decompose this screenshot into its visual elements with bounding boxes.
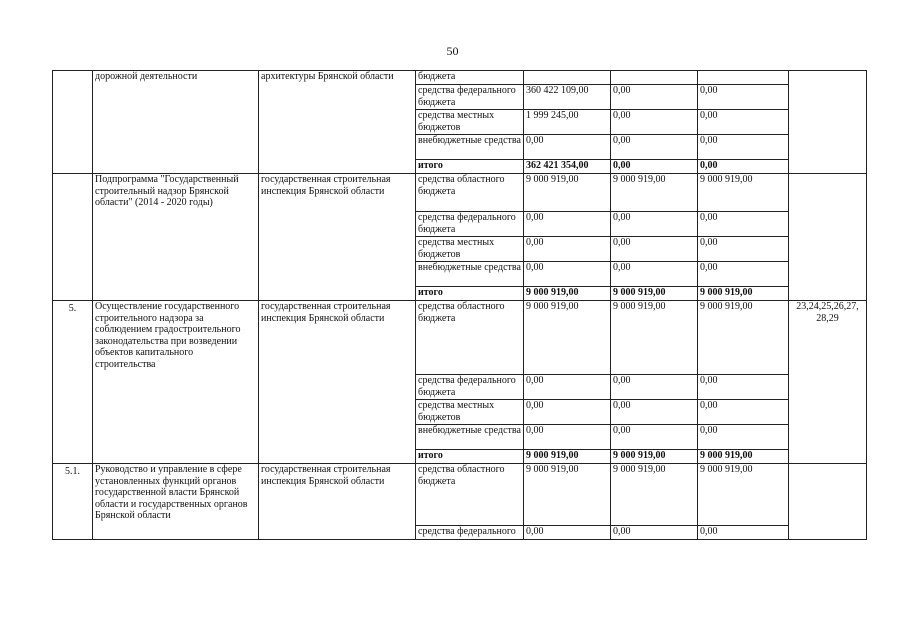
amount-year-2-cell: 0,00 [611, 400, 698, 425]
amount-year-3-cell: 9 000 919,00 [698, 450, 789, 464]
amount-year-2-cell: 0,00 [611, 425, 698, 450]
amount-year-2-cell: 0,00 [611, 135, 698, 160]
budget-table [52, 70, 867, 540]
target-indicators-cell: 23,24,25,26,27, 28,29 [789, 301, 867, 464]
funding-source-cell: внебюджетные средства [416, 262, 524, 287]
funding-source-cell: средства областного бюджета [416, 174, 524, 212]
amount-year-1-cell: 0,00 [524, 526, 611, 540]
amount-year-2-cell: 9 000 919,00 [611, 450, 698, 464]
funding-source-cell: средства федерального бюджета [416, 212, 524, 237]
funding-source-cell: итого [416, 450, 524, 464]
amount-year-2-cell: 0,00 [611, 85, 698, 110]
amount-year-1-cell: 9 000 919,00 [524, 450, 611, 464]
amount-year-1-cell: 9 000 919,00 [524, 174, 611, 212]
amount-year-3-cell: 9 000 919,00 [698, 464, 789, 526]
amount-year-1-cell: 360 422 109,00 [524, 85, 611, 110]
amount-year-3-cell: 9 000 919,00 [698, 174, 789, 212]
funding-source-cell: средства местных бюджетов [416, 110, 524, 135]
amount-year-2-cell: 9 000 919,00 [611, 464, 698, 526]
amount-year-3-cell: 0,00 [698, 212, 789, 237]
funding-source-cell: средства федерального бюджета [416, 375, 524, 400]
budget-table-body [53, 71, 867, 540]
amount-year-3-cell: 0,00 [698, 425, 789, 450]
amount-year-1-cell: 0,00 [524, 425, 611, 450]
page-number: 50 [446, 44, 459, 58]
table-row [53, 301, 867, 375]
funding-source-cell: итого [416, 160, 524, 174]
table-row [53, 174, 867, 212]
amount-year-2-cell: 0,00 [611, 160, 698, 174]
executor-cell: архитектуры Брянской области [259, 71, 416, 174]
funding-source-cell: средства местных бюджетов [416, 237, 524, 262]
amount-year-2-cell: 9 000 919,00 [611, 301, 698, 375]
amount-year-1-cell: 9 000 919,00 [524, 301, 611, 375]
funding-source-cell: средства областного бюджета [416, 301, 524, 375]
item-number-cell [53, 71, 93, 174]
amount-year-2-cell: 0,00 [611, 375, 698, 400]
amount-year-2-cell: 0,00 [611, 212, 698, 237]
amount-year-1-cell: 9 000 919,00 [524, 464, 611, 526]
amount-year-3-cell [698, 71, 789, 85]
amount-year-1-cell: 0,00 [524, 237, 611, 262]
executor-cell: государственная строительная инспекция Брянской области [259, 301, 416, 464]
amount-year-1-cell: 9 000 919,00 [524, 287, 611, 301]
amount-year-3-cell: 0,00 [698, 526, 789, 540]
item-name-cell: Подпрограмма "Государственный строительный надзор Брянской области" (2014 - 2020 годы) [93, 174, 259, 301]
funding-source-cell: средства федерального [416, 526, 524, 540]
target-indicators-cell [789, 71, 867, 174]
funding-source-cell: средства федерального бюджета [416, 85, 524, 110]
table-row [53, 464, 867, 526]
amount-year-2-cell: 9 000 919,00 [611, 287, 698, 301]
funding-source-cell: средства областного бюджета [416, 464, 524, 526]
amount-year-1-cell: 0,00 [524, 262, 611, 287]
item-name-cell: Осуществление государственного строительного надзора за соблюдением градостроительного законодательства при возведении объектов капитального строительства [93, 301, 259, 464]
amount-year-1-cell: 362 421 354,00 [524, 160, 611, 174]
amount-year-3-cell: 0,00 [698, 400, 789, 425]
amount-year-1-cell: 1 999 245,00 [524, 110, 611, 135]
amount-year-2-cell: 0,00 [611, 262, 698, 287]
funding-source-cell: внебюджетные средства [416, 135, 524, 160]
amount-year-1-cell: 0,00 [524, 212, 611, 237]
amount-year-2-cell: 0,00 [611, 526, 698, 540]
amount-year-1-cell [524, 71, 611, 85]
item-number-cell: 5. [53, 301, 93, 464]
table-row [53, 71, 867, 85]
amount-year-2-cell: 0,00 [611, 237, 698, 262]
amount-year-1-cell: 0,00 [524, 135, 611, 160]
amount-year-3-cell: 9 000 919,00 [698, 287, 789, 301]
amount-year-1-cell: 0,00 [524, 375, 611, 400]
target-indicators-cell [789, 464, 867, 540]
amount-year-1-cell: 0,00 [524, 400, 611, 425]
amount-year-2-cell [611, 71, 698, 85]
amount-year-3-cell: 0,00 [698, 85, 789, 110]
executor-cell: государственная строительная инспекция Брянской области [259, 174, 416, 301]
item-number-cell: 5.1. [53, 464, 93, 540]
funding-source-cell: средства местных бюджетов [416, 400, 524, 425]
funding-source-cell: бюджета [416, 71, 524, 85]
amount-year-2-cell: 0,00 [611, 110, 698, 135]
funding-source-cell: внебюджетные средства [416, 425, 524, 450]
item-name-cell: дорожной деятельности [93, 71, 259, 174]
executor-cell: государственная строительная инспекция Брянской области [259, 464, 416, 540]
amount-year-3-cell: 9 000 919,00 [698, 301, 789, 375]
amount-year-3-cell: 0,00 [698, 237, 789, 262]
item-name-cell: Руководство и управление в сфере установленных функций органов государственной власти Брянской области и государственных органов Брянской области [93, 464, 259, 540]
amount-year-3-cell: 0,00 [698, 262, 789, 287]
amount-year-3-cell: 0,00 [698, 160, 789, 174]
amount-year-2-cell: 9 000 919,00 [611, 174, 698, 212]
target-indicators-cell [789, 174, 867, 301]
amount-year-3-cell: 0,00 [698, 135, 789, 160]
funding-source-cell: итого [416, 287, 524, 301]
amount-year-3-cell: 0,00 [698, 110, 789, 135]
amount-year-3-cell: 0,00 [698, 375, 789, 400]
item-number-cell [53, 174, 93, 301]
